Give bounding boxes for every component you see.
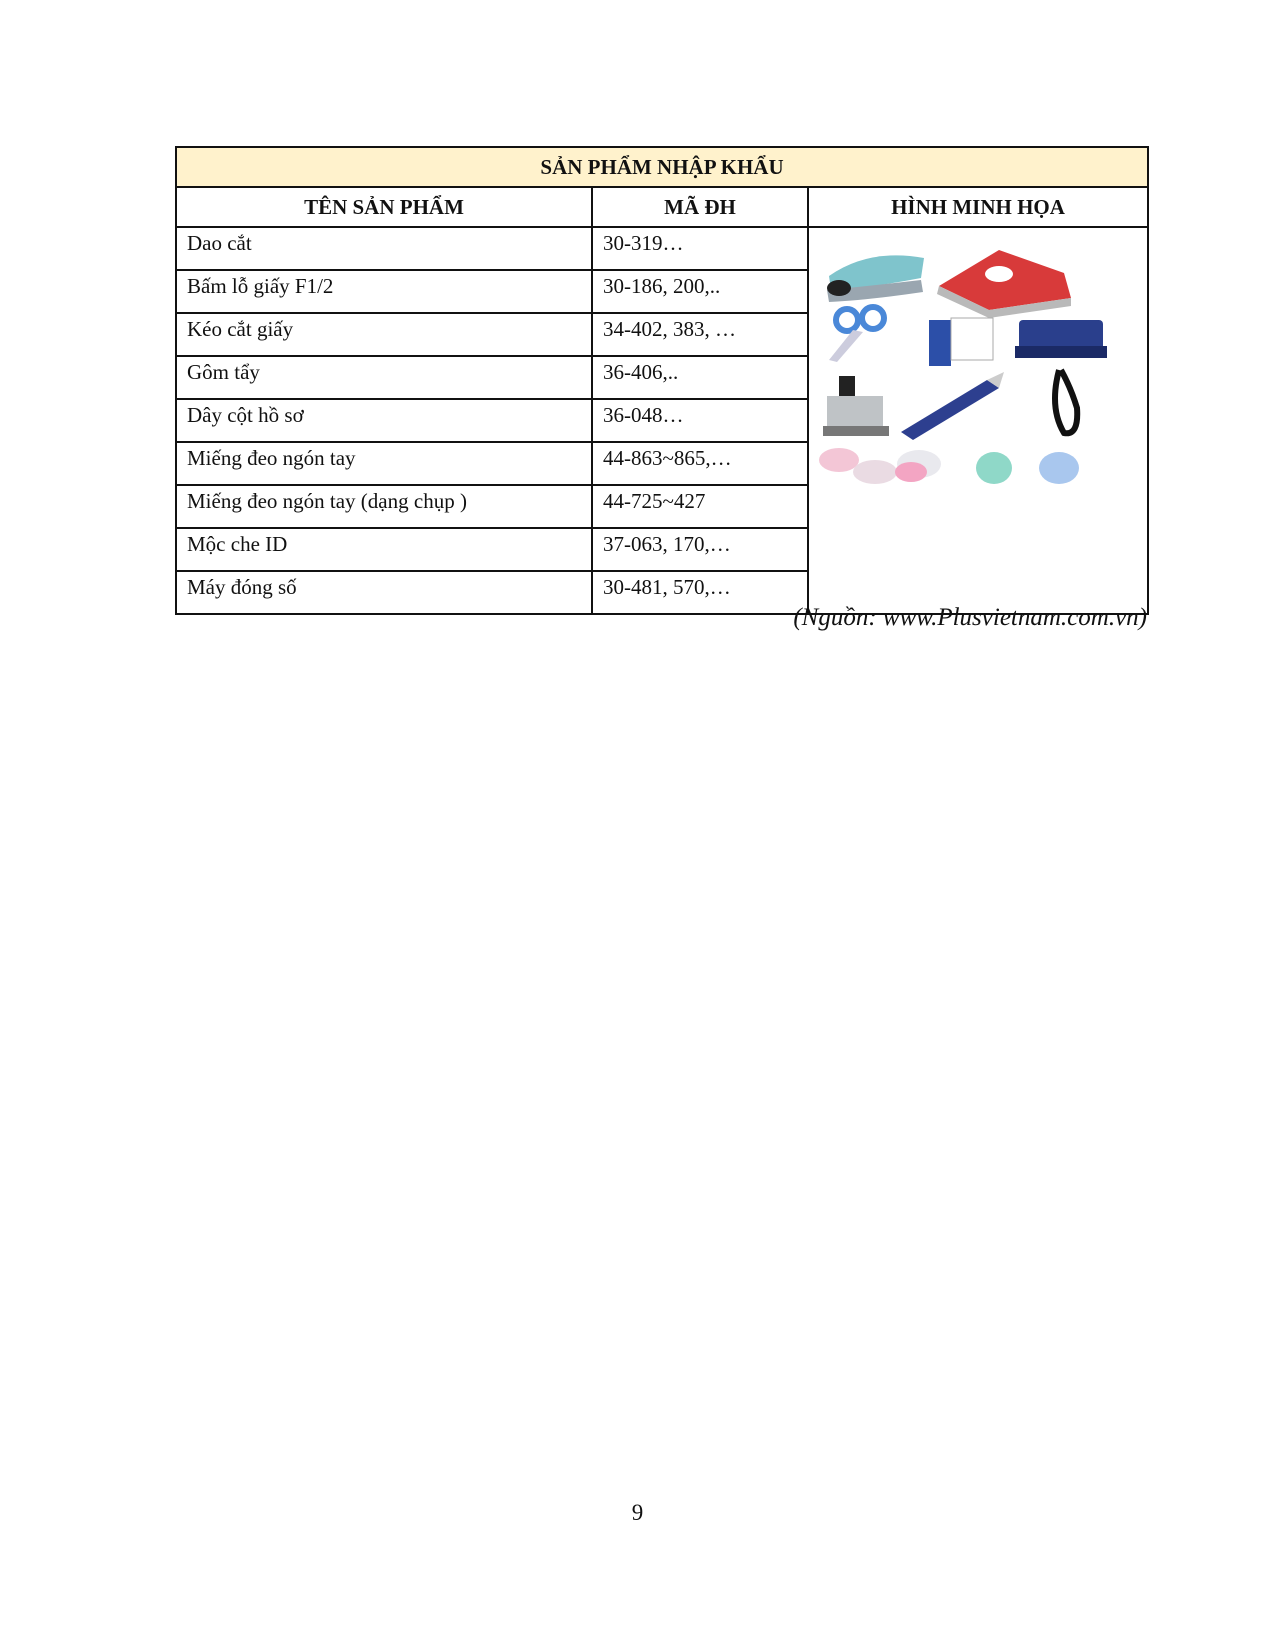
id-stamp-icon (1015, 320, 1107, 358)
product-code: 30-481, 570,… (592, 571, 808, 614)
product-name: Mộc che ID (176, 528, 592, 571)
header-illustration: HÌNH MINH HỌA (808, 187, 1148, 227)
product-name: Dao cắt (176, 227, 592, 270)
product-code: 30-186, 200,.. (592, 270, 808, 313)
file-string-icon (1055, 370, 1077, 433)
product-code: 37-063, 170,… (592, 528, 808, 571)
product-name: Gôm tẩy (176, 356, 592, 399)
illustration-cell (808, 227, 1148, 614)
eraser-icon (929, 318, 993, 366)
hole-punch-icon (937, 250, 1071, 318)
stapler-icon (827, 255, 924, 302)
product-code: 34-402, 383, … (592, 313, 808, 356)
scissors-icon (829, 307, 884, 362)
office-supplies-image (809, 228, 1149, 590)
cutter-knife-icon (901, 372, 1004, 440)
table-title: SẢN PHẨM NHẬP KHẨU (176, 147, 1148, 187)
product-name: Kéo cắt giấy (176, 313, 592, 356)
page-number: 9 (631, 1500, 644, 1525)
product-code: 44-863~865,… (592, 442, 808, 485)
header-product-name: TÊN SẢN PHẨM (176, 187, 592, 227)
product-code: 44-725~427 (592, 485, 808, 528)
product-name: Bấm lỗ giấy F1/2 (176, 270, 592, 313)
products-table (175, 146, 1149, 615)
product-code: 30-319… (592, 227, 808, 270)
numbering-machine-icon (823, 376, 889, 436)
product-name: Máy đóng số (176, 571, 592, 614)
table-row (176, 227, 1148, 270)
finger-guard-icon (819, 448, 1079, 484)
product-code: 36-406,.. (592, 356, 808, 399)
product-name: Dây cột hồ sơ (176, 399, 592, 442)
product-code: 36-048… (592, 399, 808, 442)
product-name: Miếng đeo ngón tay (dạng chụp ) (176, 485, 592, 528)
product-name: Miếng đeo ngón tay (176, 442, 592, 485)
source-citation: (Nguồn: www.Plusvietnam.com.vn) (793, 604, 1147, 631)
header-order-code: MÃ ĐH (592, 187, 808, 227)
